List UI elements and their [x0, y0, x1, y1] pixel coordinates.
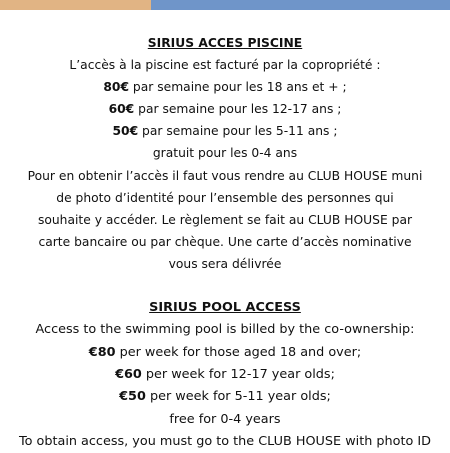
- section-spacer: [0, 275, 450, 297]
- english-price-teen: [0, 364, 450, 386]
- french-body-line: carte bancaire ou par chèque. Une carte d’accès nominative: [38, 234, 412, 249]
- french-intro: L’accès à la piscine est facturé par la copropriété :: [69, 58, 381, 73]
- english-price-adult: [0, 342, 450, 364]
- price-value: 80€: [103, 80, 130, 95]
- french-section: [0, 32, 450, 275]
- english-price-child: [0, 386, 450, 408]
- top-bar-blue-segment: [151, 0, 450, 10]
- english-intro: Access to the swimming pool is billed by the co-ownership:: [35, 322, 415, 338]
- french-price-adult: [0, 76, 450, 98]
- price-value: €80: [88, 344, 116, 360]
- price-text: par semaine pour les 5-11 ans ;: [138, 124, 338, 139]
- price-text: per week for 5-11 year olds;: [145, 389, 331, 405]
- price-text: par semaine pour les 18 ans et + ;: [129, 80, 347, 95]
- price-text: par semaine pour les 12-17 ans ;: [134, 102, 342, 117]
- french-body-line: souhaite y accéder. Le règlement se fait au CLUB HOUSE par: [37, 212, 413, 227]
- french-price-child: [0, 120, 450, 142]
- french-body-line: vous sera délivrée: [168, 256, 282, 271]
- top-color-bar: [0, 0, 450, 10]
- english-section: [0, 297, 450, 453]
- french-body-line: de photo d’identité pour l’ensemble des personnes qui: [56, 190, 394, 205]
- french-price-teen: [0, 98, 450, 120]
- price-value: 50€: [112, 124, 139, 139]
- price-value: 60€: [108, 102, 135, 117]
- document-content: [0, 32, 450, 453]
- french-body-line: Pour en obtenir l’accès il faut vous rendre au CLUB HOUSE muni: [27, 168, 423, 183]
- french-heading: SIRIUS ACCES PISCINE: [147, 36, 303, 50]
- english-body-line: To obtain access, you must go to the CLUB HOUSE with photo ID: [18, 433, 432, 449]
- price-text: per week for 12-17 year olds;: [141, 366, 335, 382]
- price-text: per week for those aged 18 and over;: [115, 344, 362, 360]
- price-value: €60: [115, 366, 142, 382]
- french-free: gratuit pour les 0-4 ans: [152, 146, 298, 161]
- top-bar-orange-segment: [0, 0, 151, 10]
- english-heading: SIRIUS POOL ACCESS: [149, 300, 301, 316]
- english-free: free for 0-4 years: [169, 411, 281, 427]
- price-value: €50: [119, 389, 146, 405]
